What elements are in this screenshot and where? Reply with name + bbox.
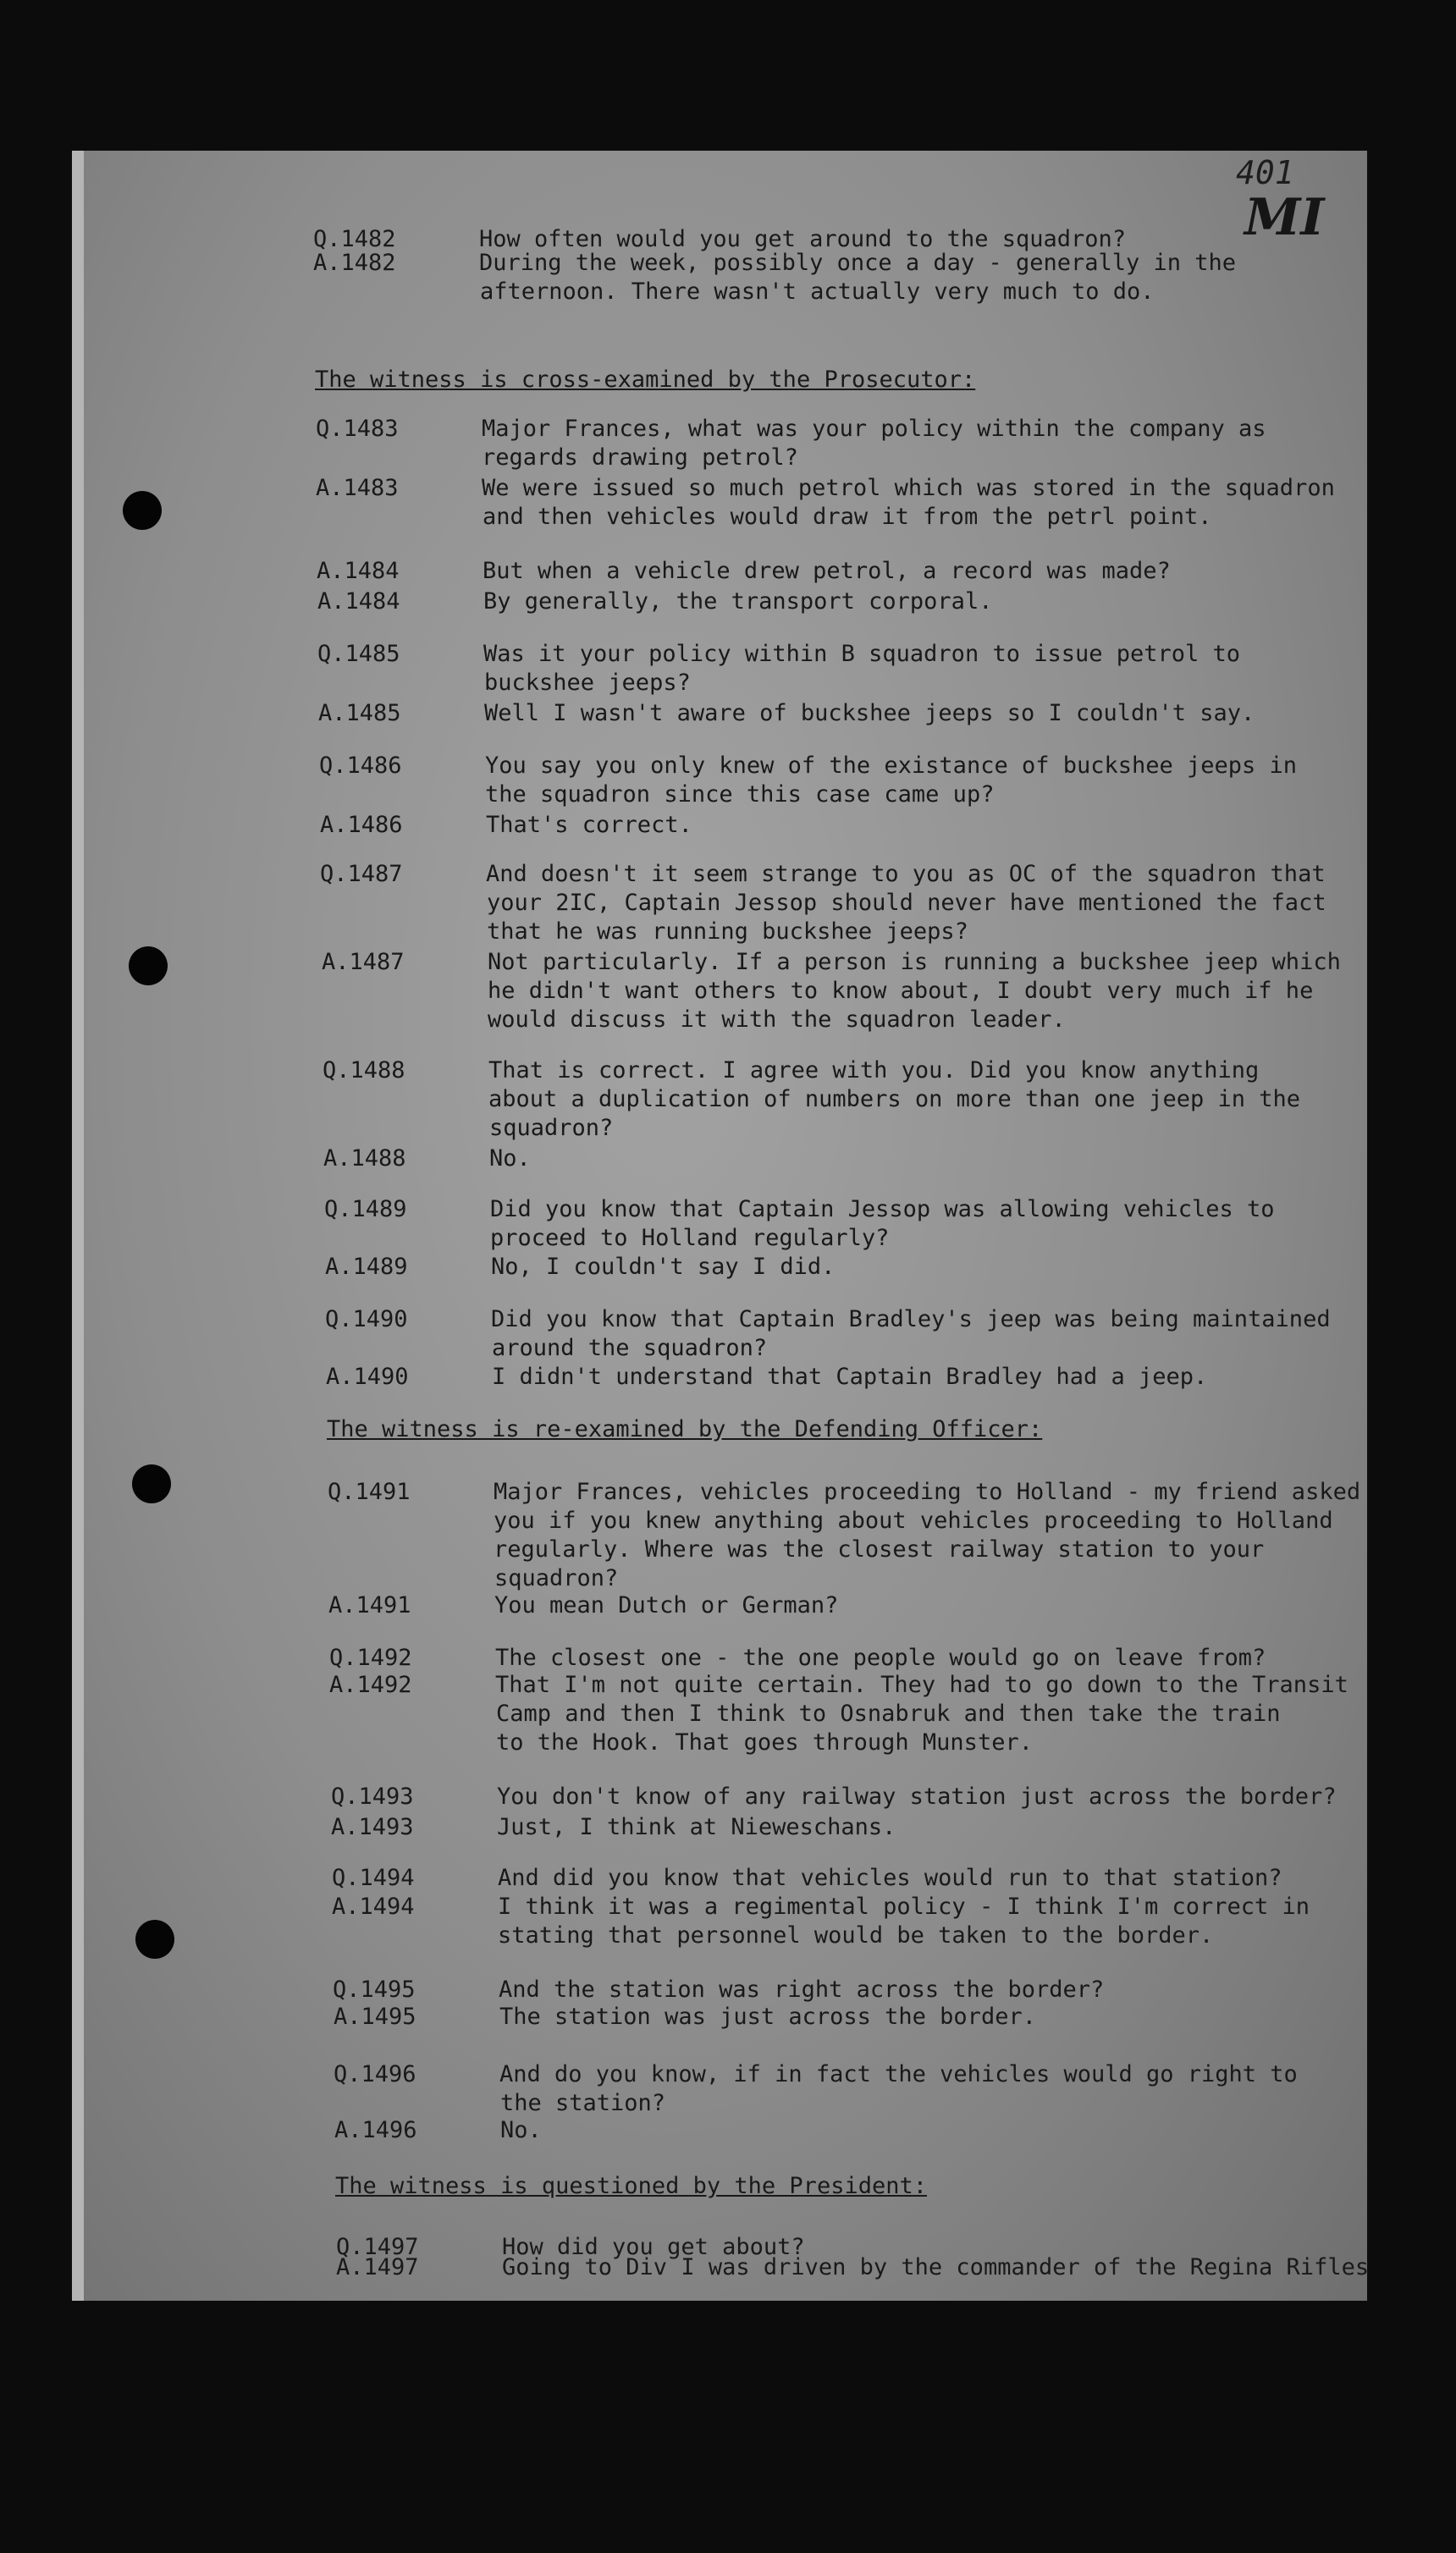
answer-text-line: You mean Dutch or German?: [494, 1592, 839, 1618]
answer-number: A.1482: [313, 250, 396, 276]
answer-text-line: I didn't understand that Captain Bradley had a jeep.: [492, 1364, 1208, 1390]
question-text-line: And do you know, if in fact the vehicles would go right to: [499, 2061, 1298, 2087]
answer-text-line: That's correct.: [486, 812, 692, 838]
answer-number: A.1494: [332, 1894, 415, 1920]
question-number: Q.1487: [320, 861, 403, 887]
answer-text-line: No.: [489, 1145, 531, 1172]
answer-text-line: Going to Div I was driven by the commander of the Regina Rifles: [502, 2254, 1370, 2280]
question-number: Q.1482: [313, 226, 396, 252]
page-number: 401: [1236, 154, 1294, 191]
answer-text-line: We were issued so much petrol which was stored in the squadron: [482, 475, 1335, 501]
answer-number: A.1492: [329, 1672, 412, 1698]
question-number: Q.1496: [334, 2061, 416, 2087]
punch-hole: [132, 1464, 171, 1503]
answer-number: A.1493: [331, 1814, 414, 1840]
answer-number: A.1491: [328, 1592, 411, 1618]
answer-text-line: But when a vehicle drew petrol, a record was made?: [483, 558, 1171, 584]
question-text-line: How did you get about?: [502, 2234, 805, 2260]
question-number: Q.1492: [329, 1645, 412, 1671]
question-number: Q.1493: [331, 1784, 414, 1810]
answer-number: A.1483: [316, 475, 399, 501]
question-text-line: Major Frances, what was your policy within the company as: [482, 416, 1266, 442]
answer-text-line: No.: [500, 2117, 542, 2143]
answer-text-line: to the Hook. That goes through Munster.: [496, 1729, 1033, 1756]
question-text-line: You say you only knew of the existance of buckshee jeeps in: [485, 753, 1298, 779]
answer-text-line: stating that personnel would be taken to the border.: [498, 1922, 1214, 1949]
section-heading: The witness is re-examined by the Defending Officer:: [327, 1416, 1043, 1442]
answer-number: A.1484: [317, 558, 400, 584]
question-text-line: you if you knew anything about vehicles proceeding to Holland: [494, 1508, 1333, 1534]
answer-number: A.1496: [334, 2117, 417, 2143]
question-text-line: the station?: [500, 2090, 666, 2116]
question-text-line: regularly. Where was the closest railway station to your: [494, 1536, 1265, 1563]
question-text-line: that he was running buckshee jeeps?: [487, 918, 968, 945]
punch-hole: [123, 491, 162, 530]
question-text-line: Was it your policy within B squadron to issue petrol to: [483, 641, 1241, 667]
answer-number: A.1487: [322, 949, 405, 975]
punch-hole: [129, 946, 168, 985]
question-number: Q.1485: [317, 641, 400, 667]
question-number: Q.1488: [323, 1057, 405, 1084]
answer-number: A.1484: [317, 588, 400, 615]
answer-text-line: and then vehicles would draw it from the petrl point.: [483, 504, 1212, 530]
question-text-line: your 2IC, Captain Jessop should never have mentioned the fact: [487, 890, 1326, 916]
question-text-line: And the station was right across the border?: [499, 1977, 1105, 2003]
answer-text-line: Well I wasn't aware of buckshee jeeps so I couldn't say.: [484, 700, 1255, 726]
question-text-line: Did you know that Captain Jessop was allowing vehicles to: [490, 1196, 1275, 1222]
answer-text-line: The station was just across the border.: [499, 2004, 1036, 2030]
answer-text-line: I think it was a regimental policy - I think I'm correct in: [498, 1894, 1310, 1920]
question-number: Q.1495: [333, 1977, 416, 2003]
answer-text-line: Camp and then I think to Osnabruk and then take the train: [496, 1701, 1281, 1727]
question-text-line: about a duplication of numbers on more than one jeep in the: [488, 1086, 1301, 1112]
section-heading: The witness is cross-examined by the Prosecutor:: [315, 367, 976, 393]
question-text-line: Major Frances, vehicles proceeding to Holland - my friend asked: [494, 1479, 1361, 1505]
answer-number: A.1497: [336, 2254, 419, 2280]
question-text-line: squadron?: [494, 1565, 619, 1591]
question-text-line: And doesn't it seem strange to you as OC of the squadron that: [486, 861, 1326, 887]
answer-text-line: would discuss it with the squadron leader.: [488, 1006, 1066, 1033]
question-number: Q.1491: [328, 1479, 411, 1505]
answer-text-line: No, I couldn't say I did.: [491, 1254, 836, 1280]
section-heading: The witness is questioned by the President:: [335, 2173, 927, 2199]
handwritten-initials: MI: [1244, 188, 1325, 247]
answer-text-line: Just, I think at Nieweschans.: [497, 1814, 896, 1840]
question-text-line: How often would you get around to the squadron?: [479, 226, 1127, 252]
question-text-line: proceed to Holland regularly?: [490, 1225, 890, 1251]
question-text-line: buckshee jeeps?: [484, 670, 691, 696]
answer-number: A.1495: [334, 2004, 416, 2030]
question-text-line: regards drawing petrol?: [482, 444, 798, 471]
question-number: Q.1486: [319, 753, 402, 779]
question-text-line: squadron?: [489, 1115, 614, 1141]
question-text-line: You don't know of any railway station just across the border?: [497, 1784, 1337, 1810]
answer-number: A.1490: [326, 1364, 409, 1390]
answer-text-line: During the week, possibly once a day - generally in the: [479, 250, 1237, 276]
question-text-line: the squadron since this case came up?: [485, 781, 995, 808]
question-number: Q.1489: [324, 1196, 407, 1222]
question-text-line: That is correct. I agree with you. Did you know anything: [488, 1057, 1260, 1084]
question-number: Q.1494: [332, 1865, 415, 1891]
question-number: Q.1483: [316, 416, 399, 442]
answer-number: A.1489: [325, 1254, 408, 1280]
answer-number: A.1485: [318, 700, 401, 726]
answer-text-line: he didn't want others to know about, I doubt very much if he: [488, 978, 1314, 1004]
answer-text-line: afternoon. There wasn't actually very much to do.: [480, 278, 1155, 305]
question-text-line: And did you know that vehicles would run to that station?: [498, 1865, 1282, 1891]
answer-text-line: Not particularly. If a person is running a buckshee jeep which: [488, 949, 1341, 975]
question-text-line: Did you know that Captain Bradley's jeep was being maintained: [491, 1306, 1331, 1332]
question-number: Q.1497: [336, 2234, 419, 2260]
question-text-line: The closest one - the one people would go on leave from?: [495, 1645, 1266, 1671]
punch-hole: [135, 1920, 174, 1959]
answer-number: A.1488: [323, 1145, 406, 1172]
answer-text-line: By generally, the transport corporal.: [483, 588, 993, 615]
question-text-line: around the squadron?: [492, 1335, 768, 1361]
answer-number: A.1486: [320, 812, 403, 838]
answer-text-line: That I'm not quite certain. They had to go down to the Transit: [495, 1672, 1348, 1698]
question-number: Q.1490: [325, 1306, 408, 1332]
